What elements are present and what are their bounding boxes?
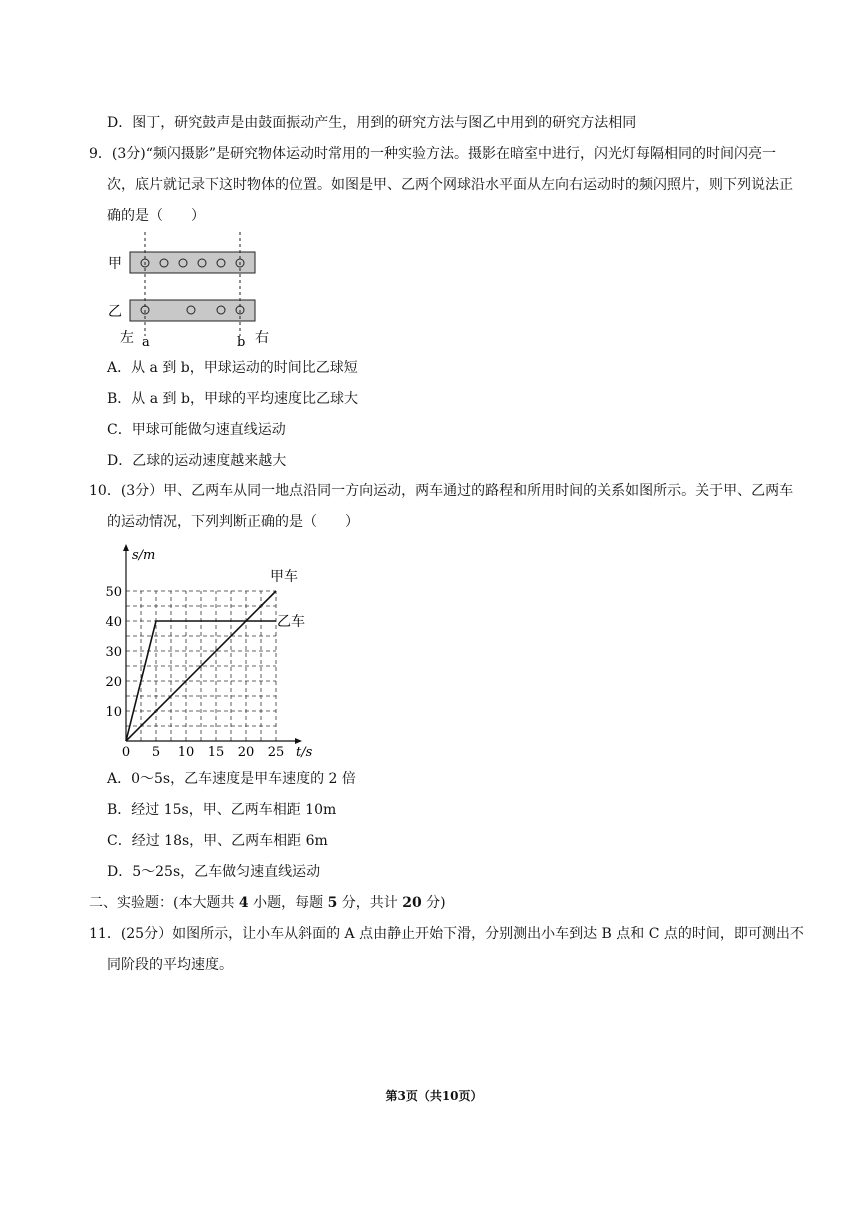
y-axis-arrow bbox=[123, 544, 129, 551]
q10-option-a: A．0～5s，乙车速度是甲车速度的 2 倍 bbox=[107, 771, 356, 787]
section2-count: 4 bbox=[238, 895, 249, 911]
x-tick-label: 25 bbox=[267, 745, 285, 760]
y-axis-label: s/m bbox=[132, 548, 156, 563]
q9-option-b: B．从 a 到 b，甲球的平均速度比乙球大 bbox=[107, 391, 358, 407]
footer-prefix: 第 bbox=[385, 1089, 398, 1103]
x-axis-label: t/s bbox=[296, 745, 313, 760]
label-right: 右 bbox=[255, 330, 269, 346]
footer-total-pages: 10 bbox=[441, 1089, 459, 1103]
q11-stem-line1: 11．(25分）如图所示，让小车从斜面的 A 点由静止开始下滑，分别测出小车到达 B 点和 C 点的时间，即可测出不 bbox=[89, 926, 804, 942]
footer-mid: 页（共 bbox=[405, 1089, 442, 1103]
q11-stem-line2: 同阶段的平均速度。 bbox=[107, 957, 233, 973]
q10-option-d: D．5～25s，乙车做匀速直线运动 bbox=[107, 864, 321, 880]
y-tick-label: 10 bbox=[105, 705, 122, 720]
y-tick-label: 30 bbox=[105, 645, 122, 660]
footer-suffix: 页） bbox=[458, 1089, 483, 1103]
x-tick-label: 15 bbox=[207, 745, 225, 760]
q10-stem-line1: 10．(3分）甲、乙两车从同一地点沿同一方向运动，两车通过的路程和所用时间的关系如图所示。关于甲、乙两车 bbox=[89, 483, 794, 499]
s-t-graph bbox=[100, 540, 320, 762]
strobe-photo-figure bbox=[100, 228, 275, 350]
section2-points-total: 20 bbox=[402, 895, 422, 911]
y-tick-label: 40 bbox=[105, 615, 122, 630]
section2-prefix: 二、实验题：(本大题共 bbox=[89, 895, 239, 911]
section2-suffix: 分) bbox=[421, 895, 446, 911]
x-tick-label: 20 bbox=[237, 745, 255, 760]
x-tick-label: 10 bbox=[177, 745, 195, 760]
q9-option-c: C．甲球可能做匀速直线运动 bbox=[107, 422, 286, 438]
y-tick-label: 20 bbox=[105, 675, 122, 690]
q10-stem-line2: 的运动情况，下列判断正确的是（ ） bbox=[107, 514, 359, 530]
section2-points-each: 5 bbox=[327, 895, 338, 911]
label-left: 左 bbox=[120, 330, 134, 346]
label-jia: 甲 bbox=[108, 256, 122, 272]
x-tick-label: 5 bbox=[151, 745, 161, 760]
x-axis-arrow bbox=[295, 738, 302, 744]
q9-stem-line3: 确的是（ ） bbox=[107, 208, 205, 224]
label-yi: 乙 bbox=[108, 304, 122, 320]
q9-stem-line1: 9．(3分)“频闪摄影”是研究物体运动时常用的一种实验方法。摄影在暗室中进行，闪光灯每隔相同的时间闪亮一 bbox=[89, 146, 777, 162]
section2-heading bbox=[89, 893, 446, 913]
series-label: 甲车 bbox=[270, 569, 298, 585]
series-label: 乙车 bbox=[277, 614, 305, 630]
q9-option-d: D．乙球的运动速度越来越大 bbox=[107, 453, 287, 469]
q9-option-a: A．从 a 到 b，甲球运动的时间比乙球短 bbox=[107, 360, 358, 376]
q10-option-b: B．经过 15s，甲、乙两车相距 10m bbox=[107, 802, 337, 818]
section2-mid2: 分，共计 bbox=[337, 895, 403, 911]
label-b: b bbox=[237, 335, 246, 350]
label-a: a bbox=[142, 335, 150, 350]
section2-mid1: 小题，每题 bbox=[248, 895, 328, 911]
q8-option-d: D．图丁，研究鼓声是由鼓面振动产生，用到的研究方法与图乙中用到的研究方法相同 bbox=[107, 115, 637, 131]
y-tick-label: 50 bbox=[105, 585, 122, 600]
q9-stem-line2: 次，底片就记录下这时物体的位置。如图是甲、乙两个网球沿水平面从左向右运动时的频闪照片，则下列说法正 bbox=[107, 177, 793, 193]
x-tick-label: 0 bbox=[121, 745, 131, 760]
footer-page-number: 3 bbox=[397, 1089, 406, 1103]
page-footer bbox=[0, 1088, 868, 1104]
q10-option-c: C．经过 18s，甲、乙两车相距 6m bbox=[107, 833, 328, 849]
